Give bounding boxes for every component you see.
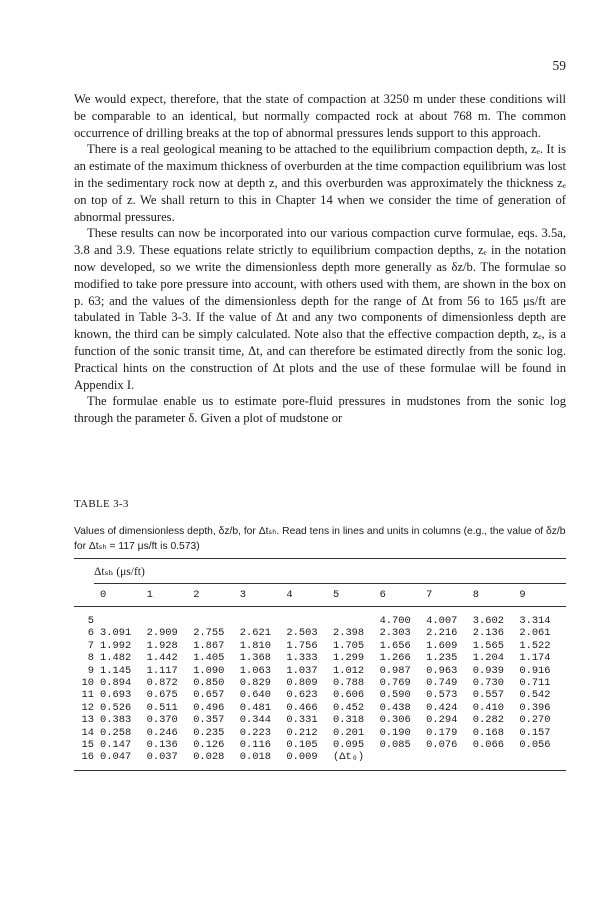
table-cell: 0.675: [146, 689, 178, 702]
row-tens-label: 7: [87, 639, 94, 652]
table-cell: [286, 615, 333, 627]
table-cell: [426, 751, 473, 763]
table-cell: 2.755: [193, 627, 225, 640]
table-cell: 0.987: [379, 664, 411, 677]
table-cell: 0.496: [193, 701, 225, 714]
row-tens-label: 14: [81, 726, 94, 739]
table-cell: 0.201: [332, 726, 365, 739]
unit-header: [74, 559, 566, 583]
table-cell: 0.693: [100, 689, 132, 702]
table-cell: 0.829: [239, 677, 271, 690]
table-cell: 1.333: [286, 652, 318, 665]
header-rule: [74, 607, 566, 616]
table-cell: 1.145: [100, 664, 132, 677]
table-cell: 0.157: [519, 726, 551, 739]
row-tens-label: 12: [81, 701, 94, 714]
table-cell: 2.216: [426, 627, 458, 640]
table-cell: 4.007: [426, 615, 458, 627]
table-row: [74, 702, 566, 714]
table-cell: 0.872: [146, 677, 178, 690]
table-cell: 0.916: [519, 664, 551, 677]
table-cell: 0.511: [146, 701, 178, 714]
table-cell: 0.037: [146, 751, 178, 764]
table-cell: 0.028: [193, 751, 225, 764]
table-cell: 0.963: [426, 664, 458, 677]
table-cell: 2.303: [379, 627, 411, 640]
table-cell: 0.357: [193, 714, 225, 727]
table-cell: 0.749: [426, 677, 458, 690]
column-header: 3: [239, 589, 247, 601]
row-tens-label: 9: [87, 664, 94, 677]
table-cell: 1.928: [146, 639, 178, 652]
table-cell: 2.621: [239, 627, 271, 640]
table-cell: 0.168: [472, 726, 504, 739]
table-cell: 0.190: [379, 726, 411, 739]
table-cell: 0.066: [472, 739, 504, 752]
table-row: [74, 751, 566, 763]
column-header: 2: [193, 589, 200, 601]
table-cell: 0.306: [379, 714, 411, 727]
table-cell: 0.246: [146, 726, 178, 739]
table-row: [74, 652, 566, 664]
table-cell: 0.095: [332, 739, 365, 752]
row-tens-label: 10: [81, 677, 94, 690]
paragraph-2: There is a real geological meaning to be attached to the equilibrium compaction depth, zₑ. It is an estimate of the maximum thickness of overburden at the time compaction equilibrium was lost in the sedimentary rock now at depth z, and this overburden was approximately the thickness zₑ on top of z. We shall return to this in Chapter 14 when we consider the time of generation of abnormal pressures.: [74, 142, 566, 224]
table-cell: 0.179: [426, 726, 458, 739]
table-cell: 1.565: [472, 639, 504, 652]
column-header: 9: [519, 589, 526, 601]
table-cell: [193, 615, 240, 627]
table-caption: Values of dimensionless depth, δz/b, for Δtₛₕ. Read tens in lines and units in columns (e.g., the value of δz/b for Δtₛₕ = 117 μs/ft is 0.573): [74, 526, 566, 552]
table-cell: 0.116: [239, 739, 271, 752]
table-cell: [100, 615, 147, 627]
column-header: 6: [379, 589, 386, 601]
table-cell: 0.076: [426, 739, 458, 752]
table-cell: 4.700: [379, 615, 411, 627]
table-cell: 0.047: [100, 751, 132, 764]
table-cell: 3.314: [519, 615, 551, 627]
table-cell: [473, 751, 520, 763]
table-cell: 1.756: [286, 639, 318, 652]
table-cell: 1.405: [193, 652, 225, 665]
table-cell: 1.174: [519, 652, 551, 665]
table-cell: 1.299: [332, 652, 365, 665]
table-cell: 2.398: [332, 627, 365, 640]
table-cell: 0.009: [286, 751, 318, 764]
table-cell: 0.623: [286, 689, 318, 702]
table-cell: 0.894: [100, 677, 132, 690]
table-cell: 0.370: [146, 714, 178, 727]
table-cell: 2.503: [286, 627, 318, 640]
paragraph-1: We would expect, therefore, that the state of compaction at 3250 m under these conditions will be comparable to an identical, but normally compacted rock at about 768 m. The common occurrence of drilling breaks at the top of abnormal pressures lends support to this approach.: [74, 92, 566, 140]
table-row: [74, 677, 566, 689]
table-cell: 0.657: [193, 689, 225, 702]
table-cell: 0.085: [379, 739, 411, 752]
table-cell: 0.850: [193, 677, 225, 690]
table-cell: 0.438: [379, 701, 411, 714]
table-cell: 3.602: [472, 615, 504, 627]
table-cell: 0.270: [519, 714, 551, 727]
table-cell: 0.147: [100, 739, 132, 752]
table-cell: 1.867: [193, 639, 225, 652]
table-cell: 3.091: [100, 627, 132, 640]
column-header: 5: [332, 589, 340, 601]
column-header: 8: [472, 589, 479, 601]
table-cell: 1.992: [100, 639, 132, 652]
table-cell: 0.466: [286, 701, 318, 714]
data-table: [74, 584, 566, 764]
table-cell: 1.012: [332, 664, 365, 677]
table-cell: 0.769: [379, 677, 411, 690]
table-cell: 0.223: [239, 726, 271, 739]
body-text: [74, 91, 566, 427]
table-cell: 2.061: [519, 627, 551, 640]
table-cell: 0.809: [286, 677, 318, 690]
row-tens-label: 5: [87, 615, 94, 627]
table-row: [74, 727, 566, 739]
table-cell: 0.557: [472, 689, 504, 702]
table-cell: 0.126: [193, 739, 225, 752]
table-cell: 0.606: [332, 689, 365, 702]
table-cell: 0.410: [472, 701, 504, 714]
table-cell: 0.282: [472, 714, 504, 727]
row-tens-label: 8: [87, 652, 94, 665]
row-tens-label: 6: [87, 627, 94, 640]
table-row: [74, 739, 566, 751]
table-row: [74, 640, 566, 652]
table-cell: 1.090: [193, 664, 225, 677]
table-cell: 1.442: [146, 652, 178, 665]
table-cell: 0.105: [286, 739, 318, 752]
table-cell: 0.573: [426, 689, 458, 702]
table-cell: [333, 615, 380, 627]
table-cell: 0.056: [519, 739, 551, 752]
data-table-container: [74, 558, 566, 771]
table-cell: 0.294: [426, 714, 458, 727]
table-cell: 1.482: [100, 652, 132, 665]
table-cell: 1.235: [426, 652, 458, 665]
table-cell: 0.235: [193, 726, 225, 739]
table-cell: [380, 751, 427, 763]
table-cell: 1.705: [332, 639, 365, 652]
table-row: [74, 665, 566, 677]
row-tens-label: 11: [81, 689, 94, 702]
table-cell: 1.117: [146, 664, 178, 677]
table-cell: 0.590: [379, 689, 411, 702]
table-cell: 1.522: [519, 639, 551, 652]
table-cell: 1.656: [379, 639, 411, 652]
table-cell: 0.711: [519, 677, 551, 690]
table-cell: 1.368: [239, 652, 271, 665]
table-label: TABLE 3-3: [74, 498, 129, 510]
table-cell: 0.258: [100, 726, 132, 739]
table-cell: 0.344: [239, 714, 271, 727]
table-cell: 0.396: [519, 701, 551, 714]
table-cell: 0.640: [239, 689, 271, 702]
table-cell: 1.266: [379, 652, 411, 665]
table-row: [74, 615, 566, 627]
table-cell: 0.383: [100, 714, 132, 727]
row-header-spacer: [74, 584, 100, 607]
table-cell: (Δt₀): [332, 751, 365, 764]
page-number: 59: [552, 58, 566, 73]
table-cell: 0.212: [286, 726, 318, 739]
table-cell: 0.730: [472, 677, 504, 690]
table-cell: 0.542: [519, 689, 551, 702]
table-cell: 1.810: [239, 639, 271, 652]
table-cell: [147, 615, 194, 627]
table-cell: 0.526: [100, 701, 132, 714]
row-tens-label: 13: [81, 714, 94, 727]
table-cell: 0.018: [239, 751, 271, 764]
table-cell: 1.063: [239, 664, 271, 677]
column-header: 0: [100, 589, 107, 601]
paragraph-3: These results can now be incorporated into our various compaction curve formulae, eqs. 3.5a, 3.8 and 3.9. These equations relate strictly to equilibrium compaction depths, zₑ in the notation now developed, so we write the dimensionless depth more generally as δz/b. The formulae so modified to take pore pressure into account, with others used with them, are shown in the box on p. 63; and the values of the dimensionless depth for the range of Δt from 56 to 165 μs/ft are tabulated in Table 3-3. If the value of Δt and any two components of dimensionless depth are known, the third can be simply calculated. Note also that the effective compaction depth, zₑ, is a function of the sonic transit time, Δt, and can therefore be estimated directly from the sonic log. Practical hints on the construction of Δt plots and the use of these formulae will be found in Appendix I.: [74, 226, 566, 392]
table-cell: 0.939: [472, 664, 504, 677]
row-tens-label: 16: [81, 751, 94, 764]
table-cell: 0.788: [332, 677, 365, 690]
table-cell: 0.318: [332, 714, 365, 727]
table-cell: 0.331: [286, 714, 318, 727]
unit-label: Δtₛₕ (μs/ft): [94, 566, 145, 578]
table-cell: 0.424: [426, 701, 458, 714]
column-header: 1: [146, 589, 153, 601]
column-header: 4: [286, 589, 293, 601]
paragraph-4: The formulae enable us to estimate pore-fluid pressures in mudstones from the sonic log through the parameter δ. Given a plot of mudstone or: [74, 394, 566, 426]
column-header: 7: [426, 589, 433, 601]
table-cell: 2.909: [146, 627, 178, 640]
table-cell: [519, 751, 566, 763]
table-row: [74, 689, 566, 701]
table-cell: 0.481: [239, 701, 271, 714]
table-cell: [240, 615, 287, 627]
row-tens-label: 15: [81, 739, 94, 752]
table-body: [74, 615, 566, 764]
table-row: [74, 627, 566, 639]
table-cell: 1.609: [426, 639, 458, 652]
table-cell: 1.204: [472, 652, 504, 665]
table-cell: 0.136: [146, 739, 178, 752]
table-cell: 0.452: [332, 701, 365, 714]
column-header-row: [74, 584, 566, 607]
table-bottom-rule: [74, 770, 566, 771]
table-cell: 1.037: [286, 664, 318, 677]
table-cell: 2.136: [472, 627, 504, 640]
table-row: [74, 714, 566, 726]
